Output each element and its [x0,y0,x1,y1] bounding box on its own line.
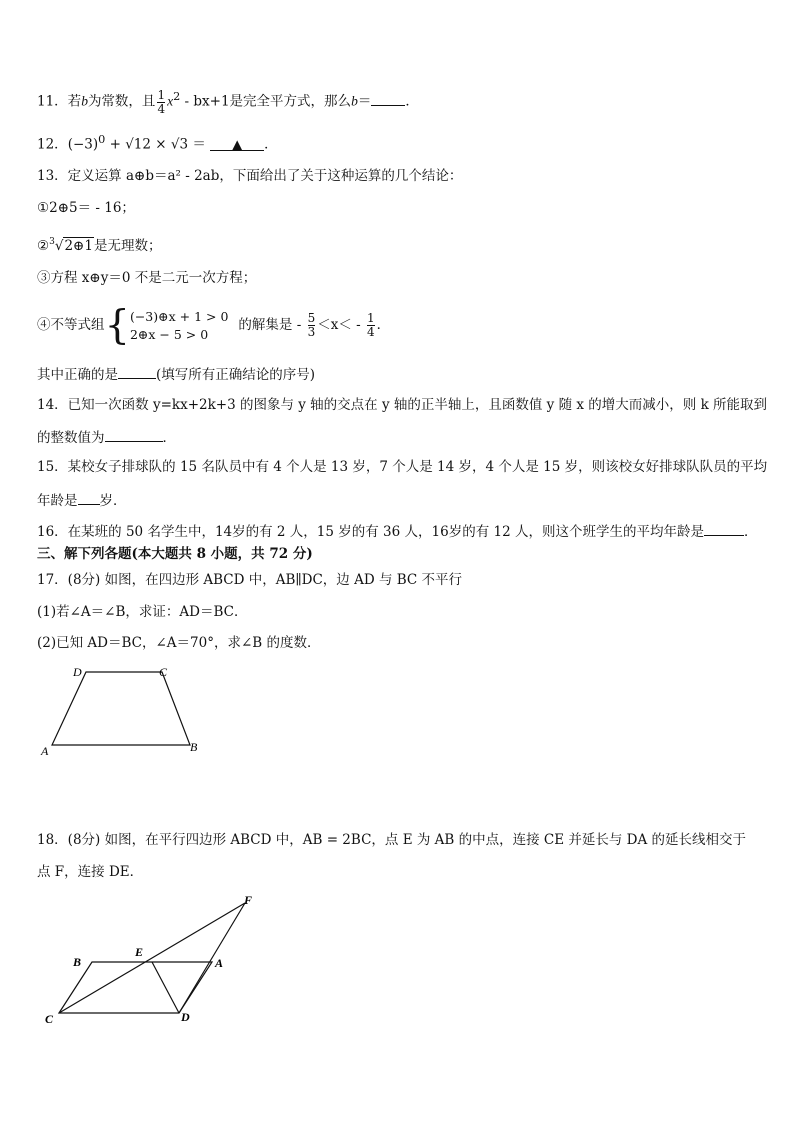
q13-conclusion-1: ①2⊕5＝ - 16； [37,200,135,216]
label-a: A [215,956,224,970]
label-a: A [41,744,49,758]
fraction-5-3 [308,312,316,339]
q17-part-1: (1)若∠A＝∠B，求证：AD＝BC． [37,604,248,620]
q13-c4-mid: 的解集是 - [238,317,306,333]
q11-line [37,88,419,116]
q11-number: 11．若 [37,93,82,110]
q12-line [37,131,278,154]
q11-text: 为常数，且 [87,93,156,110]
label-b: B [73,955,82,969]
q13-answer-blank[interactable] [118,364,156,379]
q13-ask-end: (填写所有正确结论的序号) [156,367,316,383]
q14-text: 的整数值为 [37,430,105,446]
q12-expr: (−3) [67,136,99,153]
frac-denominator: 3 [307,325,316,339]
q13-conclusion-4 [37,302,391,349]
q11-var-x: x [167,93,174,109]
q11-end: ． [405,93,419,110]
q12-number: 12． [37,136,68,153]
q13-ask-text: 其中正确的是 [37,367,118,383]
q13-c2-marker: ② [37,238,50,254]
inequality-row-1: (−3)⊕x + 1 > 0 [129,308,229,324]
q11-text-2: - bx+1是完全平方式，那么 [180,93,352,110]
inequality-system [130,308,228,344]
q14-end: ． [162,430,176,446]
radical-sign: √ [54,238,64,254]
label-c: C [45,1012,54,1026]
q12-exponent: 0 [98,133,106,146]
q11-exponent: 2 [173,90,181,103]
segment-de [152,962,179,1013]
q15-line-2 [37,490,127,510]
q11-eq: ＝ [357,93,372,110]
q13-c4-lt: ＜x＜ - [317,317,365,333]
label-c: C [159,665,168,679]
q14-line-1: 14．已知一次函数 y=kx+2k+3 的图象与 y 轴的交点在 y 轴的正半轴上，且函数值 y 随 x 的增大而减小，则 k 所能取到 [37,397,768,413]
frac-numerator: 1 [366,311,375,325]
frac-denominator: 4 [157,101,166,116]
q16-line [37,521,757,541]
q13-c2-text: 是无理数； [93,238,162,254]
cube-root-icon: 3 [49,237,55,247]
q11-fraction [157,89,165,116]
q15-line-1: 15．某校女子排球队的 15 名队员中有 4 个人是 13 岁，7 个人是 14 岁，4 个人是 15 岁，则该校女好排球队队员的平均 [37,459,768,475]
label-d: D [73,665,82,679]
q13-c4-text: ④不等式组 [37,317,105,333]
frac-denominator: 4 [366,325,375,339]
q12-expr-2: + √12 × √3 ＝ [105,136,211,153]
frac-numerator: 5 [307,311,316,325]
label-d: D [181,1010,190,1024]
q14-answer-blank[interactable] [105,427,163,442]
q18-parallelogram-figure [40,890,260,1030]
q17-line-1: 17．(8分) 如图，在四边形 ABCD 中，AB∥DC，边 AD 与 BC 不平行 [37,572,463,588]
q13-c2-radicand: 2⊕1 [64,238,93,254]
q18-line-1: 18．(8分) 如图，在平行四边形 ABCD 中，AB = 2BC，点 E 为 AB 的中点，连接 CE 并延长与 DA 的延长线相交于 [37,832,747,848]
q12-end: ． [264,136,278,153]
q14-line-2 [37,427,176,447]
q11-var-b-2: b [351,93,358,109]
label-f: F [244,893,253,907]
section-heading: 三、解下列各题(本大题共 8 小题，共 72 分) [37,546,313,562]
frac-numerator: 1 [157,87,166,102]
left-brace-icon: { [104,302,130,349]
q11-var-b: b [81,93,88,109]
q12-answer-blank[interactable] [210,136,264,151]
triangle-icon: ▲ [231,136,243,153]
fraction-1-4 [367,312,375,339]
q17-trapezoid-figure [38,660,208,760]
inequality-row-2: 2⊕x − 5 > 0 [129,326,209,342]
q16-text: 16．在某班的 50 名学生中，14岁的有 2 人，15 岁的有 36 人，16岁的有 12 人，则这个班学生的平均年龄是 [37,524,704,540]
q15-end: 岁． [99,493,127,509]
q18-line-2: 点 F，连接 DE． [37,864,144,880]
q13-conclusion-3: ③方程 x⊕y＝0 不是二元一次方程； [37,270,257,286]
q13-conclusion-2 [37,233,161,255]
q15-text: 年龄是 [37,493,78,509]
label-b: B [190,740,198,754]
parallelogram-abcd [59,962,212,1013]
q16-answer-blank[interactable] [704,521,744,536]
label-e: E [135,945,144,959]
q16-end: ． [743,524,758,540]
q17-part-2: (2)已知 AD＝BC，∠A＝70°，求∠B 的度数． [37,635,321,651]
q11-answer-blank[interactable] [371,91,405,106]
q13-c4-end: ． [376,317,391,333]
q13-intro: 13．定义运算 a⊕b＝a² - 2ab，下面给出了关于这种运算的几个结论： [37,168,463,184]
q15-answer-blank[interactable] [78,490,100,505]
trapezoid-abcd [52,672,190,745]
segment-da-extended [179,903,245,1013]
q13-ask [37,364,315,384]
